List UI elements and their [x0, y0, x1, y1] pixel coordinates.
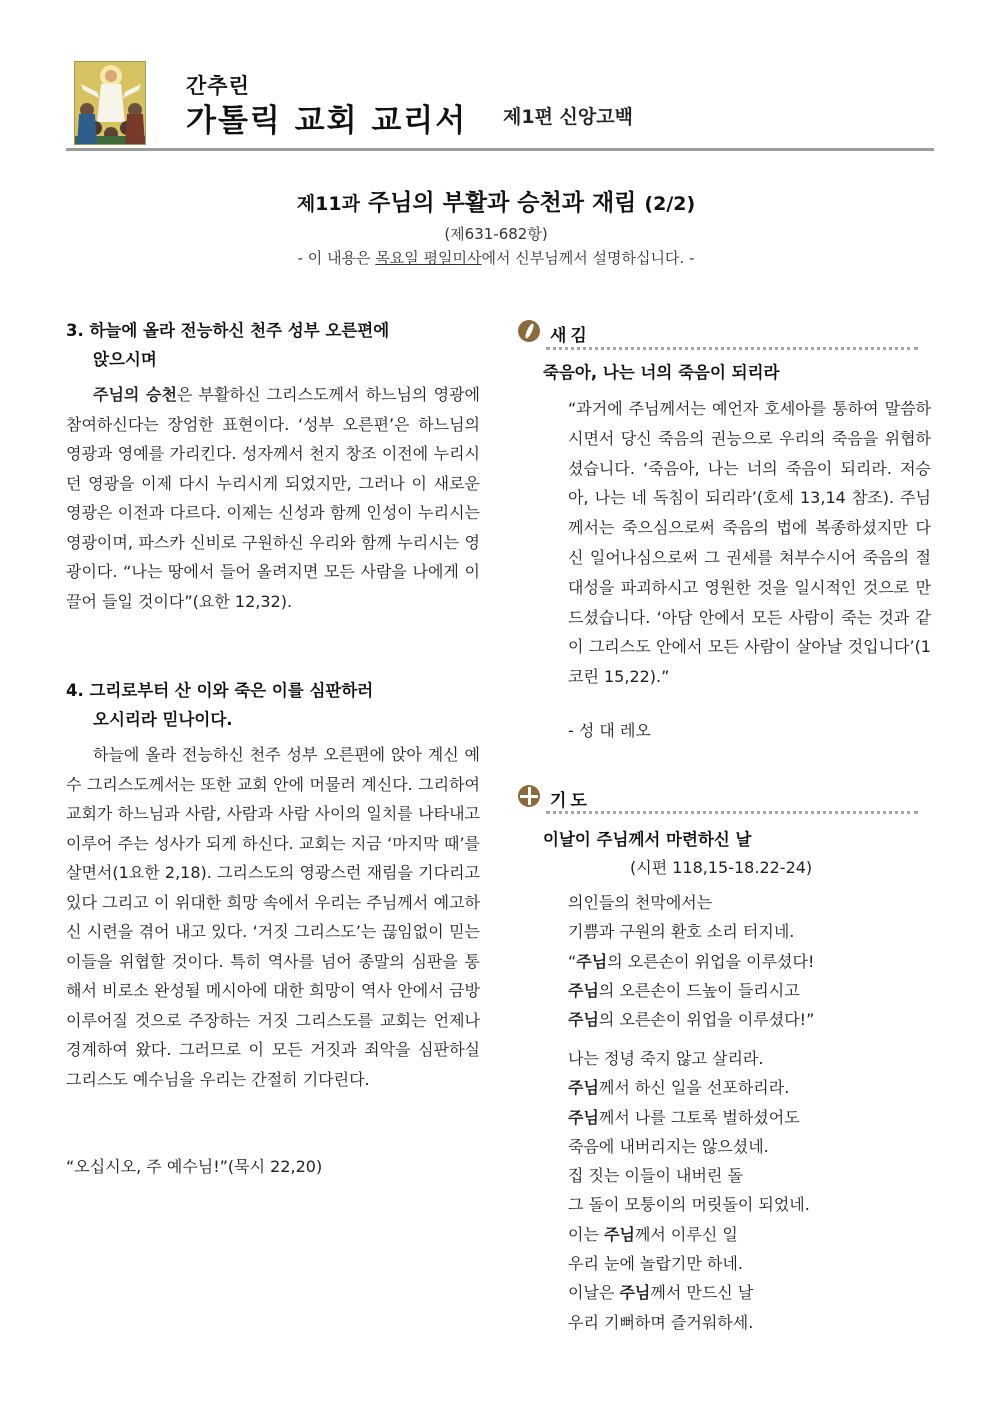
header-subtitle: 제1편 신앙고백: [503, 106, 633, 128]
poem-line: 죽음에 내버리지는 않으셨네.: [568, 1136, 769, 1156]
lesson-part: (2/2): [644, 193, 696, 215]
section-4-paragraph: 하늘에 올라 전능하신 천주 성부 오른편에 앉아 계신 예수 그리스도께서는 또한 교회 안에 머물러 계신다. 그리하여 교회가 하느님과 사람, 사람과 사람 사이의 일치를 나타내고 이루어 주는 성사가 되게 하신다. 교회는 지금 ‘마지막 때’를 살면서(1요한 2,18). 그리스도의 영광스런 재림을 기다리고 있다 그리고 이 위대한 희망 속에서 우리는 주님께서 예고하신 시련을 겪어 내고 있다. ‘거짓 그리스도’는 끊임없이 믿는 이들을 위협할 것이다. 특히 역사를 넘어 종말의 심판을 통해서 비로소 완성될 메시아에 대한 희망이 역사 안에서 금방 이루어질 것으로 주장하는 거짓 그리스도를 교회는 언제나 경계하여 왔다. 그러므로 이 모든 거짓과 죄악을 심판하실 그리스도 예수님을 우리는 간절히 기다린다.: [66, 745, 480, 1089]
section-3-heading-line2: 앉으시며: [93, 350, 157, 369]
saegim-label: 새김: [550, 326, 591, 346]
poem-line: 집 짓는 이들이 내버린 돌: [568, 1166, 743, 1186]
section-3-text: 은 부활하신 그리스도께서 하느님의 영광에 참여하신다는 장엄한 표현이다. ‘성부 오른편’은 하느님의 영광과 영예를 가리킨다. 성자께서 천지 창조 이전에 누리시던 영광을 이제 다시 누리시게 되었지만, 그러나 이 새로운 영광은 이전과 다르다. 이제는 신성과 함께 인성이 누리시는 영광이며, 파스카 신비로 구원하신 우리와 함께 누리시는 영광이다. “나는 땅에서 들어 올려지면 모든 사람을 나에게 이끌어 들일 것이다”(요한 12,32).: [66, 385, 480, 611]
poem-line: 주님의 오른손이 드높이 들리시고: [568, 980, 800, 1000]
prayer-header: [518, 785, 918, 811]
poem-line: 우리 기뻐하며 즐거워하세.: [568, 1312, 754, 1332]
cross-icon: [518, 785, 540, 807]
lesson-name: 주님의 부활과 승천과 재림: [367, 190, 637, 216]
lesson-note-pre: - 이 내용은: [297, 249, 376, 267]
poem-line: 기쁨과 구원의 환호 소리 터지네.: [568, 922, 795, 942]
lesson-note: [0, 247, 992, 268]
saegim-divider: [546, 347, 918, 350]
section-3-paragraph: [66, 380, 480, 616]
section-4-heading-line1: 4. 그리로부터 산 이와 죽은 이를 심판하러: [66, 681, 374, 700]
saegim-author: - 성 대 레오: [568, 721, 651, 740]
poem-line: 의인들의 천막에서는: [568, 893, 713, 912]
section-3-bold: 주님의 승천: [93, 385, 177, 404]
section-4-heading: [66, 676, 373, 734]
lesson-title: [0, 184, 992, 217]
poem-line: 우리 눈에 놀랍기만 하네.: [568, 1254, 743, 1274]
section-4-heading-line2: 오시리라 믿나이다.: [93, 710, 233, 729]
prayer-label: 기도: [550, 791, 591, 811]
lesson-range: (제631-682항): [444, 225, 548, 243]
poem-line: “주님의 오른손이 위업을 이루셨다!: [568, 951, 815, 971]
prayer-divider: [546, 811, 918, 814]
poem-stanza-1: [568, 888, 814, 1034]
header-divider: [66, 148, 934, 151]
lesson-number: 제11과: [296, 193, 360, 215]
logo-image: [74, 61, 146, 145]
lesson-note-underlined: 목요일 평일미사: [375, 249, 482, 267]
section-4-quote: “오십시오, 주 예수님!”(묵시 22,20): [66, 1157, 323, 1176]
poem-line: 그 돌이 모퉁이의 머릿돌이 되었네.: [568, 1195, 810, 1215]
poem-line: 주님의 오른손이 위업을 이루셨다!”: [568, 1010, 815, 1030]
leaf-icon: [518, 320, 540, 342]
poem-line: 주님께서 하신 일을 선포하리라.: [568, 1078, 790, 1098]
saegim-text: “과거에 주님께서는 예언자 호세아를 통하여 말씀하시면서 당신 죽음의 권능으로 우리의 죽음을 위협하셨습니다. ‘죽음아, 나는 너의 죽음이 되리라. 저승아, 나는 네 독침이 되리라’(호세 13,14 참조). 주님께서는 죽으심으로써 죽음의 법에 복종하셨지만 다신 일어나심으로써 그 권세를 쳐부수시어 죽음의 절대성을 파괴하시고 영원한 것을 일시적인 것으로 만드셨습니다. ‘아담 안에서 모든 사람이 죽는 것과 같이 그리스도 안에서 모든 사람이 살아날 것입니다’(1코린 15,22).”: [568, 399, 931, 687]
section-3-heading: [66, 316, 389, 374]
lesson-note-post: 에서 신부님께서 설명하십니다. -: [481, 249, 695, 267]
poem-line: 이는 주님께서 이루신 일: [568, 1224, 738, 1244]
poem-line: 나는 정녕 죽지 않고 살리라.: [568, 1049, 764, 1068]
header-main-title: 가톨릭 교회 교리서: [186, 103, 468, 139]
saegim-header: [518, 320, 918, 346]
prayer-title: 이날이 주님께서 마련하신 날: [543, 830, 752, 849]
saegim-title: 죽음아, 나는 너의 죽음이 되리라: [543, 363, 780, 382]
poem-stanza-2: [568, 1044, 810, 1337]
poem-line: 주님께서 나를 그토록 벌하셨어도: [568, 1107, 800, 1127]
poem-line: 이날은 주님께서 만드신 날: [568, 1283, 754, 1303]
header-small-title: 간추린: [186, 74, 250, 98]
section-3-heading-line1: 3. 하늘에 올라 전능하신 천주 성부 오른편에: [66, 321, 390, 340]
prayer-reference: (시편 118,15-18.22-24): [630, 858, 813, 877]
